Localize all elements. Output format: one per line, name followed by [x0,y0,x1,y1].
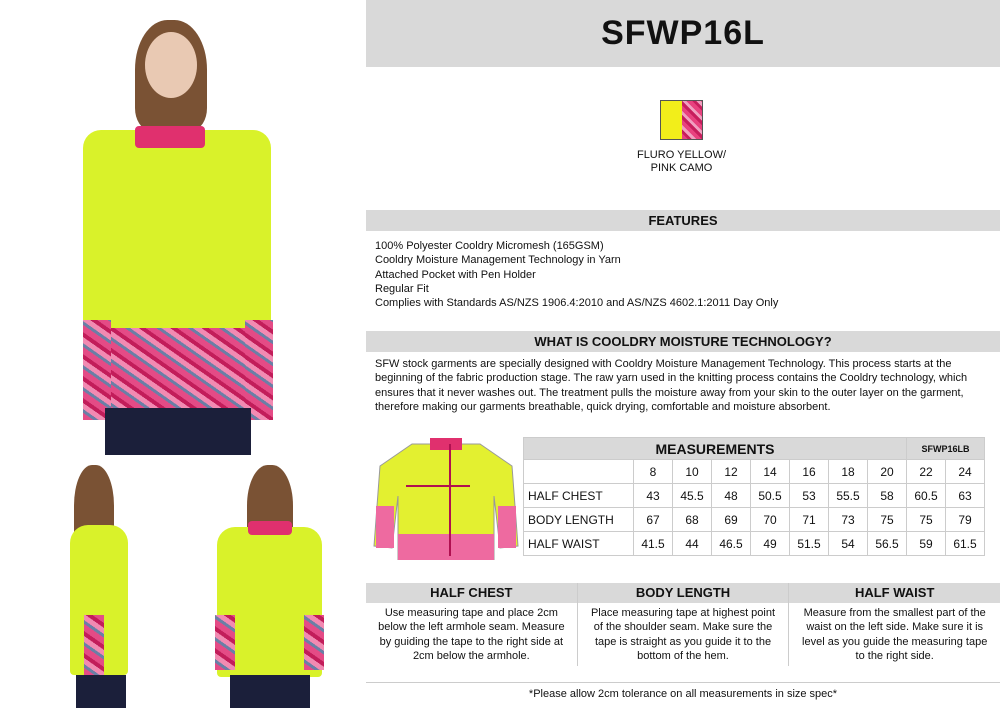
measurement-cell: 55.5 [829,484,868,508]
model-photo-back [212,465,327,708]
measurement-cell: 67 [634,508,673,532]
measurement-cell: 73 [829,508,868,532]
measurements-subheading: SFWP16LB [907,438,985,460]
table-row: HALF CHEST 43 45.5 48 50.5 53 55.5 58 60.5 63 [524,484,985,508]
size-header: 12 [712,460,751,484]
model-photo-front [75,20,285,455]
measurement-cell: 41.5 [634,532,673,556]
guide-text: Measure from the smallest part of the waist on the left side. Make sure it is level as you guide the measuring tape to the right side. [802,607,988,662]
colour-swatch [660,100,703,140]
measurement-cell: 51.5 [790,532,829,556]
feature-item: Complies with Standards AS/NZS 1906.4:2010 and AS/NZS 4602.1:2011 Day Only [375,297,779,310]
table-row: BODY LENGTH 67 68 69 70 71 73 75 75 79 [524,508,985,532]
guide-heading: HALF WAIST [789,583,1000,603]
measurement-cell: 44 [673,532,712,556]
measurement-cell: 49 [751,532,790,556]
measurement-cell: 79 [946,508,985,532]
model-photo-side [62,465,142,708]
feature-item: 100% Polyester Cooldry Micromesh (165GSM) [375,240,604,252]
measurement-cell: 59 [907,532,946,556]
measurement-cell: 75 [868,508,907,532]
guide-heading: BODY LENGTH [578,583,789,603]
measurement-cell: 75 [907,508,946,532]
size-header: 22 [907,460,946,484]
measurement-cell: 54 [829,532,868,556]
measurement-cell: 61.5 [946,532,985,556]
size-header: 10 [673,460,712,484]
measurement-cell: 45.5 [673,484,712,508]
size-header: 24 [946,460,985,484]
measurement-cell: 58 [868,484,907,508]
guide-text: Use measuring tape and place 2cm below the left armhole seam. Measure by guiding the tape to the right side at 2cm below the armhole. [378,607,565,662]
shirt-measure-diagram [372,436,520,560]
measurement-cell: 70 [751,508,790,532]
tolerance-note: *Please allow 2cm tolerance on all measurements in size spec* [366,682,1000,700]
colour-label: FLURO YELLOW/ PINK CAMO [636,149,727,174]
measurement-cell: 60.5 [907,484,946,508]
feature-item: Regular Fit [375,282,429,295]
guide-text: Place measuring tape at highest point of the shoulder seam. Make sure the tape is straight as you guide it to the bottom of the hem. [590,607,776,662]
cooldry-heading: WHAT IS COOLDRY MOISTURE TECHNOLOGY? [366,331,1000,352]
measurement-cell: 48 [712,484,751,508]
measurement-cell: 69 [712,508,751,532]
measurements-heading: MEASUREMENTS [524,438,907,460]
measurement-cell: 46.5 [712,532,751,556]
guide-heading: HALF CHEST [366,583,577,603]
sizes-row [524,460,985,484]
features-heading: FEATURES [366,210,1000,231]
cooldry-text: SFW stock garments are specially designed with Cooldry Moisture Management Technology. This process starts at the beginning of the fabric production stage. The raw yarn used in the knitting process contains the Cooldry technology, which ensures that it never washes out. The treatment pulls the moisture away from your skin to the outer layer on the garment, therefore making our garments breathable, quick drying, comfortable and moisture absorbent. [375,358,968,413]
measurement-cell: 56.5 [868,532,907,556]
size-header: 16 [790,460,829,484]
measurement-cell: 63 [946,484,985,508]
table-row: HALF WAIST 41.5 44 46.5 49 51.5 54 56.5 59 61.5 [524,532,985,556]
measurement-cell: 43 [634,484,673,508]
feature-item: Attached Pocket with Pen Holder [375,268,536,281]
size-header: 14 [751,460,790,484]
measurement-cell: 53 [790,484,829,508]
measurement-cell: 71 [790,508,829,532]
measurement-cell: 68 [673,508,712,532]
features-list [375,239,778,310]
measurement-cell: 50.5 [751,484,790,508]
product-title: SFWP16L [366,0,1000,67]
measurements-table [523,437,985,556]
measuring-guide [366,583,1000,666]
feature-item: Cooldry Moisture Management Technology in Yarn [375,254,621,267]
size-header: 18 [829,460,868,484]
size-header: 20 [868,460,907,484]
size-header: 8 [634,460,673,484]
